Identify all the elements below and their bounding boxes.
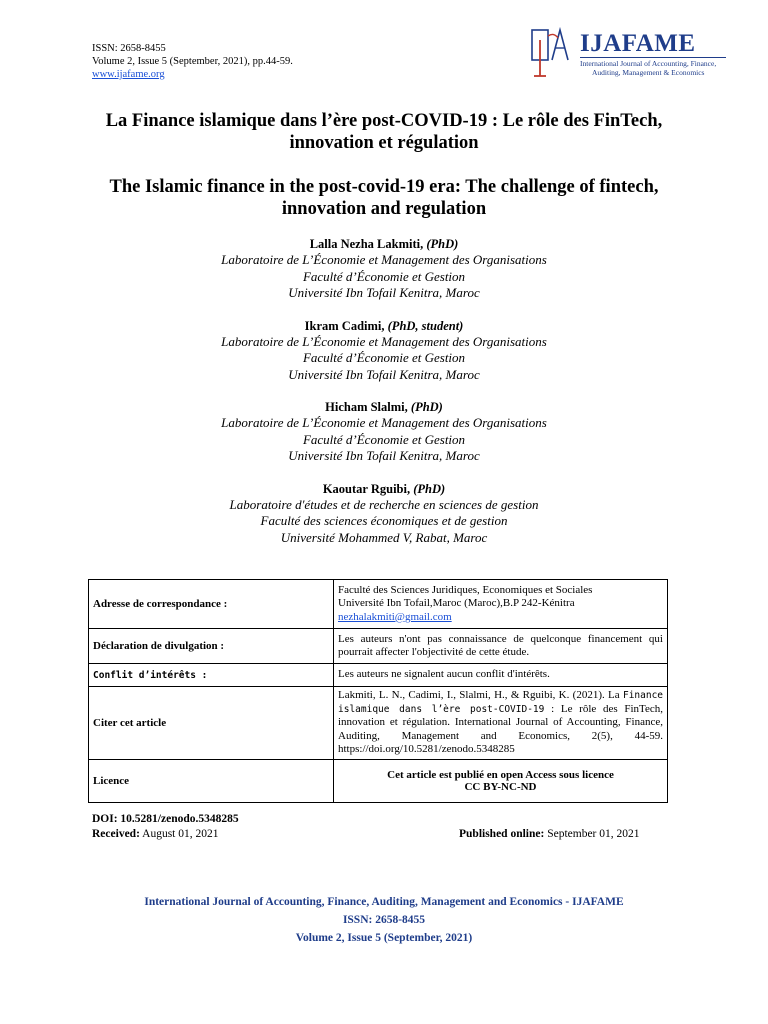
author-degree: (PhD, student) [387,318,464,333]
ijafame-emblem-icon [528,26,574,80]
footer-issn: ISSN: 2658-8455 [342,914,426,926]
author-degree: (PhD) [426,237,459,251]
author-university: Université Ibn Tofail Kenitra, Maroc [288,285,480,300]
correspondence-line: Université Ibn Tofail,Maroc (Maroc),B.P 242-Kénitra [338,597,575,610]
journal-logo [528,26,728,82]
author-faculty: Faculté d’Économie et Gestion [302,268,466,284]
author-block: Lalla Nezha Lakmiti, (PhD) Laboratoire de L’Économie et Management des Organisations Faculté d’Économie et Gestion Université Ibn Tofail Kenitra, Maroc [100,236,668,302]
published-info [459,827,640,842]
disclosure-label: Déclaration de divulgation : [89,629,334,664]
volume-text: Volume 2, Issue 5 (September, 2021), pp.44-59. [92,56,293,67]
conflict-value: Les auteurs ne signalent aucun conflit d'intérêts. [334,664,668,687]
correspondence-value [334,580,668,629]
author-lab: Laboratoire de L’Économie et Management des Organisations [221,415,547,430]
author-lab: Laboratoire de L’Économie et Management des Organisations [221,333,547,349]
table-row [89,580,668,629]
doi-text: DOI: 10.5281/zenodo.5348285 [92,813,239,825]
website-link[interactable]: www.ijafame.org [92,69,165,80]
author-lab: Laboratoire de L’Économie et Management des Organisations [221,252,547,267]
logo-subtitle [580,59,730,77]
author-university: Université Ibn Tofail Kenitra, Maroc [288,366,480,382]
table-row [89,664,668,687]
cite-title-part: Finance islamique dans l’ère post-COVID-19 [338,690,664,715]
author-block: Ikram Cadimi, (PhD, student) Laboratoire de L’Économie et Management des Organisations Faculté d’Économie et Gestion Université Ibn Tofail Kenitra, Maroc [100,318,668,384]
table-row [89,687,668,760]
conflict-label-text: Conflit d’intérêts : [93,670,208,681]
author-lab: Laboratoire d'études et de recherche en sciences de gestion [229,496,539,512]
journal-header [92,42,293,81]
published-label: Published online: [459,828,545,840]
licence-label: Licence [89,759,334,802]
licence-code: CC BY-NC-ND [464,780,537,793]
article-info-table [88,579,668,803]
title-english: The Islamic finance in the post-covid-19 era: The challenge of fintech, innovation and regulation [109,177,659,219]
issn-text: ISSN: 2658-8455 [92,43,166,54]
logo-name: IJAFAME [580,30,696,57]
author-name: Kaoutar Rguibi [322,481,407,496]
author-university: Université Mohammed V, Rabat, Maroc [280,529,488,545]
author-degree: (PhD) [413,481,446,496]
author-name: Ikram Cadimi [304,318,382,333]
correspondence-label: Adresse de correspondance : [89,580,334,629]
cite-text-part: Lakmiti, L. N., Cadimi, I., Slalmi, H., & Rguibi, K. (2021). La [338,689,620,701]
author-name: Lalla Nezha Lakmiti [309,237,421,251]
page-footer [60,893,708,947]
author-list [100,236,668,562]
licence-value [334,759,668,802]
cite-label: Citer cet article [89,687,334,760]
cite-text-part: : Le rôle des FinTech, innovation et régulation. International Journal of Accounting, Finance, Auditing, Management and Economics, 2(5), 44-59. https://doi.org/10.5281/zenodo.5348285 [338,702,663,755]
footer-journal: International Journal of Accounting, Finance, Auditing, Management and Economics - IJAFAME [144,896,624,908]
author-faculty: Faculté des sciences économiques et de gestion [260,513,508,528]
author-degree: (PhD) [410,400,443,414]
logo-divider [580,57,726,58]
author-faculty: Faculté d’Économie et Gestion [302,431,466,447]
footer-volume: Volume 2, Issue 5 (September, 2021) [295,932,473,944]
author-name: Hicham Slalmi [325,400,405,414]
author-university: Université Ibn Tofail Kenitra, Maroc [288,448,480,463]
logo-line-2: Auditing, Management & Economics [592,68,705,77]
author-block: Hicham Slalmi, (PhD) Laboratoire de L’Économie et Management des Organisations Faculté d’Économie et Gestion Université Ibn Tofail Kenitra, Maroc [100,399,668,465]
table-row [89,759,668,802]
logo-line-1: International Journal of Accounting, Finance, [580,59,717,68]
cite-value [334,687,668,760]
licence-line: Cet article est publié en open Access sous licence [387,768,614,781]
disclosure-value: Les auteurs n'ont pas connaissance de quelconque financement qui pourrait affecter l'objectivité de cette étude. [334,629,668,664]
published-date: September 01, 2021 [547,828,640,840]
conflict-label [89,664,334,687]
author-faculty: Faculté d’Économie et Gestion [302,350,466,365]
title-french: La Finance islamique dans l’ère post-COVID-19 : Le rôle des FinTech, innovation et régulation [105,111,663,153]
article-dates [92,812,239,842]
author-block: Kaoutar Rguibi, (PhD) Laboratoire d'études et de recherche en sciences de gestion Faculté des sciences économiques et de gestion Université Mohammed V, Rabat, Maroc [100,481,668,547]
correspondence-email-link[interactable]: nezhalakmiti@gmail.com [338,610,452,623]
table-row [89,629,668,664]
received-label: Received: [92,828,140,840]
correspondence-line: Faculté des Sciences Juridiques, Economiques et Sociales [338,583,593,596]
received-date: August 01, 2021 [142,828,219,840]
